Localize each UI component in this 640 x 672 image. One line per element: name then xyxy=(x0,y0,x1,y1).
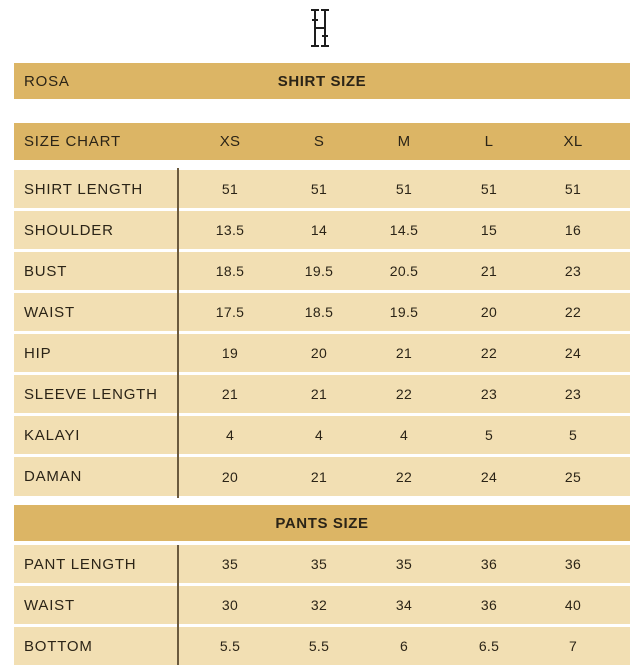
table-cell: 20 xyxy=(221,468,239,485)
table-cell: 51 xyxy=(221,181,239,197)
measurement-label: HIP xyxy=(24,344,52,362)
table-cell: 4 xyxy=(399,427,409,443)
table-row xyxy=(14,375,630,413)
table-cell: 36 xyxy=(480,556,498,572)
table-cell: 5.5 xyxy=(219,638,241,654)
table-cell: 35 xyxy=(310,556,328,572)
table-cell: 35 xyxy=(221,556,239,572)
table-cell: 22 xyxy=(480,345,498,361)
measurement-label: KALAYI xyxy=(24,426,81,444)
table-row xyxy=(14,211,630,249)
table-cell: 6.5 xyxy=(478,638,500,654)
table-cell: 32 xyxy=(310,597,328,613)
pants-size-title: PANTS SIZE xyxy=(275,514,369,532)
measurement-label: SHIRT LENGTH xyxy=(24,180,144,198)
brand-name: ROSA xyxy=(24,72,70,90)
size-xl-header: XL xyxy=(563,133,583,150)
table-cell: 22 xyxy=(395,468,413,485)
size-m-header: M xyxy=(397,133,411,150)
table-cell: 18.5 xyxy=(304,304,334,320)
table-cell: 25 xyxy=(564,468,582,485)
table-row xyxy=(14,334,630,372)
measurement-label: WAIST xyxy=(24,303,75,321)
table-cell: 22 xyxy=(395,386,413,402)
table-cell: 15 xyxy=(480,222,498,238)
measurement-label: PANT LENGTH xyxy=(24,555,137,573)
table-row xyxy=(14,416,630,454)
brand-logo-icon xyxy=(308,6,332,50)
pants-size-header xyxy=(14,505,630,541)
measurement-label: WAIST xyxy=(24,596,75,614)
table-cell: 6 xyxy=(399,638,409,654)
table-cell: 24 xyxy=(564,345,582,361)
size-xs-header: XS xyxy=(219,133,241,150)
table-row xyxy=(14,252,630,290)
table-cell: 21 xyxy=(310,386,328,402)
table-cell: 21 xyxy=(310,468,328,485)
table-cell: 22 xyxy=(564,304,582,320)
table-cell: 23 xyxy=(564,386,582,402)
size-s-header: S xyxy=(313,133,325,150)
measurement-label: BOTTOM xyxy=(24,637,93,655)
table-cell: 20 xyxy=(310,345,328,361)
table-cell: 19.5 xyxy=(304,263,334,279)
table-cell: 19 xyxy=(221,345,239,361)
table-cell: 18.5 xyxy=(215,263,245,279)
table-cell: 4 xyxy=(314,427,324,443)
column-divider xyxy=(177,168,179,498)
table-cell: 21 xyxy=(395,345,413,361)
table-cell: 20.5 xyxy=(389,263,419,279)
size-chart-header xyxy=(14,123,630,160)
table-cell: 34 xyxy=(395,597,413,613)
table-cell: 51 xyxy=(395,181,413,197)
size-l-header: L xyxy=(484,133,494,150)
table-cell: 23 xyxy=(564,263,582,279)
table-cell: 14.5 xyxy=(389,222,419,238)
table-cell: 36 xyxy=(564,556,582,572)
size-chart-label: SIZE CHART xyxy=(24,133,121,150)
table-row xyxy=(14,457,630,496)
table-cell: 5 xyxy=(568,427,578,443)
measurement-label: BUST xyxy=(24,262,68,280)
table-cell: 7 xyxy=(568,638,578,654)
table-cell: 20 xyxy=(480,304,498,320)
table-row xyxy=(14,545,630,583)
table-cell: 14 xyxy=(310,222,328,238)
table-cell: 36 xyxy=(480,597,498,613)
shirt-size-title: SHIRT SIZE xyxy=(277,72,367,90)
table-cell: 23 xyxy=(480,386,498,402)
measurement-label: DAMAN xyxy=(24,468,83,485)
table-row xyxy=(14,627,630,665)
table-cell: 24 xyxy=(480,468,498,485)
table-cell: 5.5 xyxy=(308,638,330,654)
table-row xyxy=(14,293,630,331)
column-divider xyxy=(177,545,179,665)
shirt-size-header xyxy=(14,63,630,99)
table-cell: 51 xyxy=(310,181,328,197)
table-cell: 35 xyxy=(395,556,413,572)
table-cell: 21 xyxy=(221,386,239,402)
table-cell: 5 xyxy=(484,427,494,443)
table-cell: 16 xyxy=(564,222,582,238)
table-cell: 13.5 xyxy=(215,222,245,238)
measurement-label: SLEEVE LENGTH xyxy=(24,385,158,403)
table-cell: 40 xyxy=(564,597,582,613)
table-cell: 51 xyxy=(564,181,582,197)
table-row xyxy=(14,586,630,624)
table-row xyxy=(14,170,630,208)
table-cell: 4 xyxy=(225,427,235,443)
table-cell: 19.5 xyxy=(389,304,419,320)
table-cell: 21 xyxy=(480,263,498,279)
table-cell: 17.5 xyxy=(215,304,245,320)
measurement-label: SHOULDER xyxy=(24,221,114,239)
table-cell: 51 xyxy=(480,181,498,197)
table-cell: 30 xyxy=(221,597,239,613)
